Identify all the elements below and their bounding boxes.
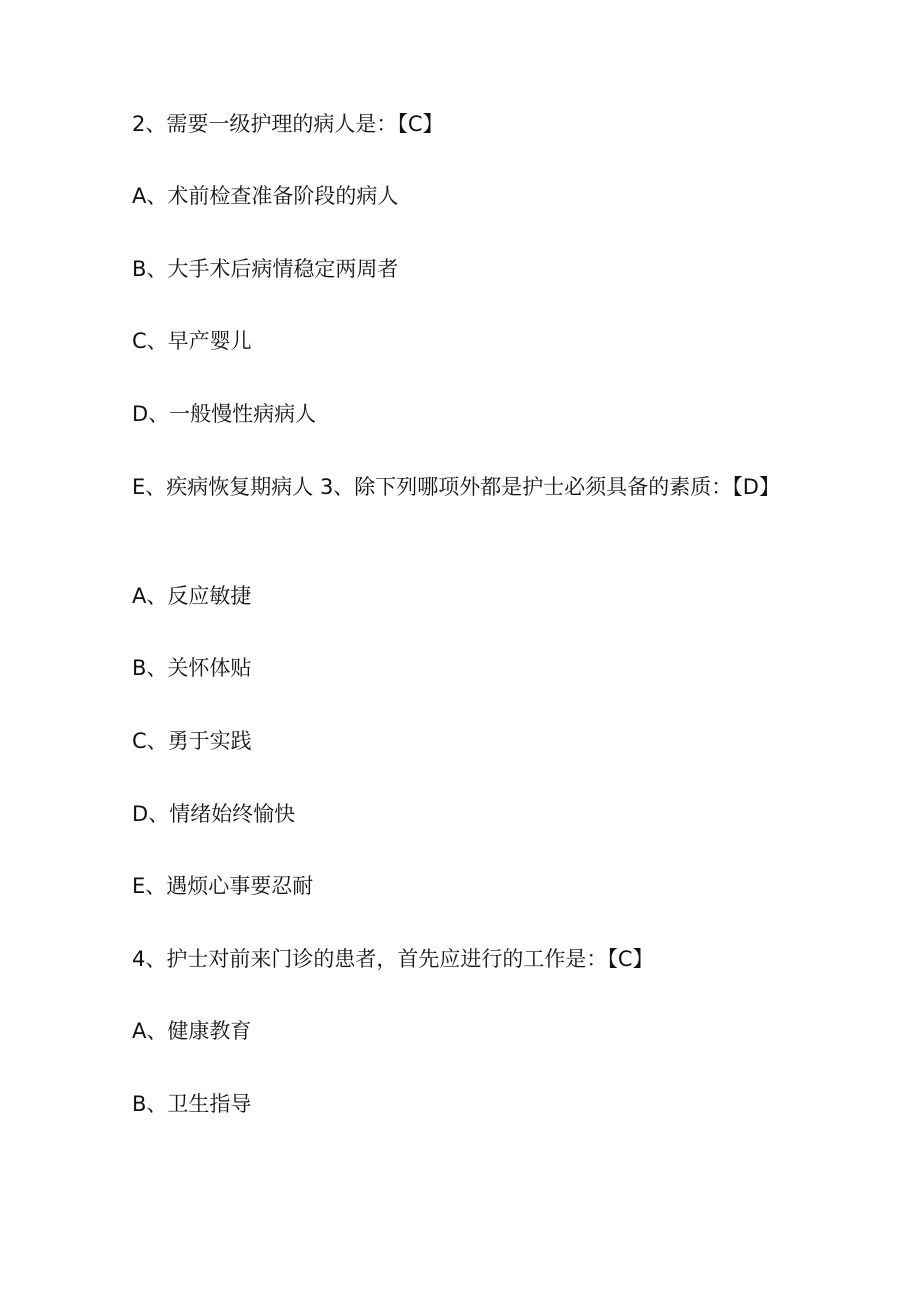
question-4-option-a: A、健康教育	[132, 1019, 252, 1043]
question-4-option-b: B、卫生指导	[132, 1092, 252, 1116]
question-2-option-e-question-3-stem: E、疾病恢复期病人 3、除下列哪项外都是护士必须具备的素质：【D】	[132, 475, 780, 499]
question-2-option-a: A、术前检查准备阶段的病人	[132, 184, 399, 208]
question-3-option-d: D、情绪始终愉快	[132, 802, 296, 826]
question-2-stem: 2、需要一级护理的病人是：【C】	[132, 112, 444, 136]
question-2-option-c: C、早产婴儿	[132, 329, 252, 353]
question-2-option-b: B、大手术后病情稳定两周者	[132, 257, 399, 281]
question-3-option-e: E、遇烦心事要忍耐	[132, 874, 314, 898]
question-3-option-c: C、勇于实践	[132, 729, 252, 753]
question-3-option-a: A、反应敏捷	[132, 584, 252, 608]
question-3-option-b: B、关怀体贴	[132, 656, 252, 680]
question-2-option-d: D、一般慢性病病人	[132, 402, 317, 426]
question-4-stem: 4、护士对前来门诊的患者，首先应进行的工作是：【C】	[132, 947, 654, 971]
